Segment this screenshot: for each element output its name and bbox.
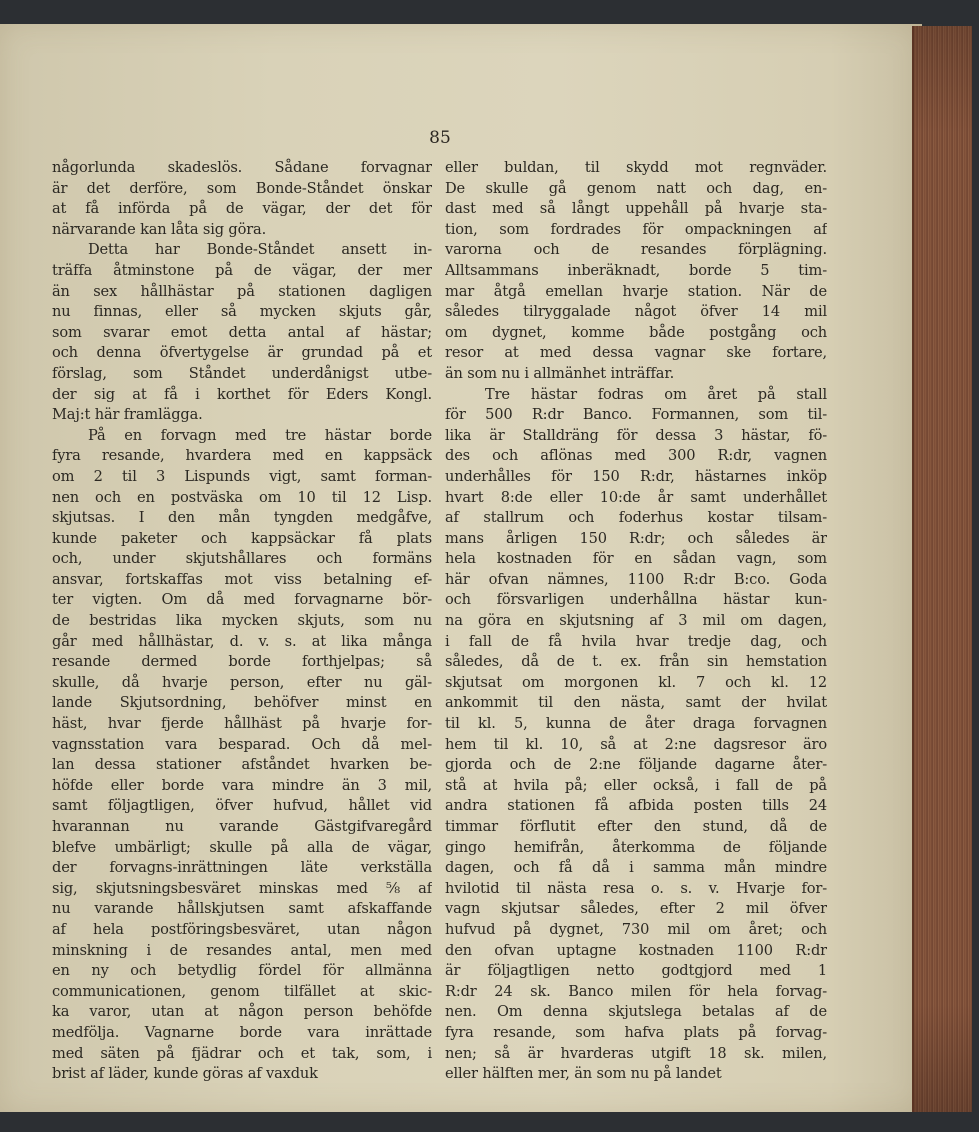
text-line: Maj:t här framlägga. xyxy=(52,406,203,424)
text-line: til kl. 5, kunna de åter draga forvagnen xyxy=(445,715,827,733)
text-line: går med hållhästar, d. v. s. at lika många xyxy=(52,632,432,650)
text-line: af hela postföringsbesväret, utan någon xyxy=(52,920,432,938)
text-line: medfölja. Vagnarne borde vara inrättade xyxy=(52,1023,432,1041)
text-line: gingo hemifrån, återkomma de följande xyxy=(445,838,827,856)
text-line: des och aflönas med 300 R:dr, vagnen xyxy=(445,447,827,465)
text-line: således, då de t. ex. från sin hemstation xyxy=(445,653,827,671)
text-line: vagn skjutsar således, efter 2 mil öfver xyxy=(445,900,827,918)
text-line: der sig at få i korthet för Eders Kongl. xyxy=(52,385,432,403)
text-line: och försvarligen underhållna hästar kun- xyxy=(445,591,827,609)
text-line: om dygnet, komme både postgång och xyxy=(445,323,827,341)
text-line: således tilryggalade något öfver 14 mil xyxy=(445,303,827,321)
text-line: kunde paketer och kappsäckar få plats xyxy=(52,529,432,547)
left-text-column xyxy=(52,158,432,1085)
page-edges xyxy=(912,26,972,1112)
text-line: skulle, då hvarje person, efter nu gäl- xyxy=(52,673,432,691)
text-line: sig, skjutsningsbesväret minskas med ⅝ af xyxy=(52,879,432,897)
text-line: med säten på fjädrar och et tak, som, i xyxy=(52,1044,432,1062)
text-line: de bestridas lika mycken skjuts, som nu xyxy=(52,612,432,630)
text-line: varorna och de resandes förplägning. xyxy=(445,241,827,259)
text-line: minskning i de resandes antal, men med xyxy=(52,941,432,959)
text-line: ankommit til den nästa, samt der hvilat xyxy=(445,694,827,712)
text-line: en ny och betydlig fördel för allmänna xyxy=(52,962,432,980)
text-line: om 2 til 3 Lispunds vigt, samt forman- xyxy=(52,467,432,485)
text-line: Detta har Bonde-Ståndet ansett in- xyxy=(88,241,432,259)
text-line: samt följagtligen, öfver hufvud, hållet vid xyxy=(52,797,432,815)
text-line: resor at med dessa vagnar ske fortare, xyxy=(445,344,827,362)
text-line: na göra en skjutsning af 3 mil om dagen, xyxy=(445,612,827,630)
text-line: närvarande kan låta sig göra. xyxy=(52,220,267,238)
text-line: hvart 8:de eller 10:de år samt underhållet xyxy=(445,488,827,506)
text-line: hufvud på dygnet, 730 mil om året; och xyxy=(445,920,827,938)
text-line: ter vigten. Om då med forvagnarne bör- xyxy=(52,591,432,609)
text-line: i fall de få hvila hvar tredje dag, och xyxy=(445,632,827,650)
text-line: träffa åtminstone på de vägar, der mer xyxy=(52,261,432,279)
text-line: hela kostnaden för en sådan vagn, som xyxy=(445,550,827,568)
text-line: och denna öfvertygelse är grundad på et xyxy=(52,344,432,362)
text-line: resande dermed borde forthjelpas; så xyxy=(52,653,432,671)
text-line: dagen, och få då i samma mån mindre xyxy=(445,859,827,877)
text-line: hem til kl. 10, så at 2:ne dagsresor äro xyxy=(445,735,827,753)
text-line: är det derföre, som Bonde-Ståndet önskar xyxy=(52,179,432,197)
text-line: än sex hållhästar på stationen dagligen xyxy=(52,282,432,300)
text-line: för 500 R:dr Banco. Formannen, som til- xyxy=(445,406,827,424)
text-line: fyra resande, hvardera med en kappsäck xyxy=(52,447,432,465)
text-line: hvarannan nu varande Gästgifvaregård xyxy=(52,818,432,835)
text-line: underhålles för 150 R:dr, hästarnes inköp xyxy=(445,467,827,485)
text-line: På en forvagn med tre hästar borde xyxy=(88,426,432,444)
text-line: De skulle gå genom natt och dag, en- xyxy=(445,179,827,197)
text-line: Tre hästar fodras om året på stall xyxy=(485,385,827,403)
text-line: förslag, som Ståndet underdånigst utbe- xyxy=(52,364,432,382)
text-line: någorlunda skadeslös. Sådane forvagnar xyxy=(52,159,432,176)
text-line: höfde eller borde vara mindre än 3 mil, xyxy=(52,776,432,794)
text-line: mar åtgå emellan hvarje station. När de xyxy=(445,282,827,300)
text-line: communicationen, genom tilfället at skic- xyxy=(52,982,432,1000)
text-line: eller buldan, til skydd mot regnväder. xyxy=(445,159,827,176)
text-line: som svarar emot detta antal af hästar; xyxy=(52,323,432,341)
text-line: af stallrum och foderhus kostar tilsam- xyxy=(445,509,827,527)
text-line: här ofvan nämnes, 1100 R:dr B:co. Goda xyxy=(445,570,827,588)
text-line: dast med så långt uppehåll på hvarje sta- xyxy=(445,200,827,218)
text-line: R:dr 24 sk. Banco milen för hela forvag- xyxy=(445,982,827,1000)
text-line: nu finnas, eller så mycken skjuts går, xyxy=(52,303,432,321)
page-number: 85 xyxy=(429,128,451,148)
right-text-column xyxy=(445,158,827,1085)
text-line: nen och en postväska om 10 til 12 Lisp. xyxy=(52,488,432,506)
text-line: häst, hvar fjerde hållhäst på hvarje for- xyxy=(52,715,432,733)
text-line: hvilotid til nästa resa o. s. v. Hvarje for- xyxy=(445,879,827,897)
text-line: den ofvan uptagne kostnaden 1100 R:dr xyxy=(445,941,827,959)
text-line: der forvagns-inrättningen läte verkställa xyxy=(52,859,432,877)
text-line: ansvar, fortskaffas mot viss betalning ef- xyxy=(52,570,432,588)
text-line: mans årligen 150 R:dr; och således är xyxy=(445,529,827,547)
text-line: är följagtligen netto godtgjord med 1 xyxy=(445,962,827,980)
text-line: nu varande hållskjutsen samt afskaffande xyxy=(52,900,432,918)
text-line: fyra resande, som hafva plats på forvag- xyxy=(445,1023,827,1041)
text-line: skjutsas. I den mån tyngden medgåfve, xyxy=(52,509,432,527)
text-line: blefve umbärligt; skulle på alla de vägar, xyxy=(52,838,432,856)
text-line: ka varor, utan at någon person behöfde xyxy=(52,1003,432,1021)
text-line: skjutsat om morgonen kl. 7 och kl. 12 xyxy=(445,673,827,691)
text-line: lande Skjutsordning, behöfver minst en xyxy=(52,694,432,712)
text-line: nen. Om denna skjutslega betalas af de xyxy=(445,1003,827,1021)
text-line: andra stationen få afbida posten tills 24 xyxy=(445,797,827,815)
text-line: än som nu i allmänhet inträffar. xyxy=(445,364,675,382)
text-line: Alltsammans inberäknadt, borde 5 tim- xyxy=(445,261,827,279)
text-line: stå at hvila på; eller också, i fall de på xyxy=(445,776,827,794)
text-line: lika är Stalldräng för dessa 3 hästar, fö- xyxy=(445,426,827,444)
text-line: gjorda och de 2:ne följande dagarne åter- xyxy=(445,756,827,774)
text-line: och, under skjutshållares och formäns xyxy=(52,550,432,568)
text-line: lan dessa stationer afståndet hvarken be- xyxy=(52,756,432,774)
text-line: timmar förflutit efter den stund, då de xyxy=(445,818,827,835)
text-line: brist af läder, kunde göras af vaxduk xyxy=(52,1065,318,1083)
text-line: vagnsstation vara besparad. Och då mel- xyxy=(52,735,432,753)
text-line: eller hälften mer, än som nu på landet xyxy=(445,1065,722,1083)
text-line: tion, som fordrades för ompackningen af xyxy=(445,220,827,238)
text-line: nen; så är hvarderas utgift 18 sk. milen, xyxy=(445,1044,827,1062)
text-line: at få införda på de vägar, der det för xyxy=(52,200,432,218)
